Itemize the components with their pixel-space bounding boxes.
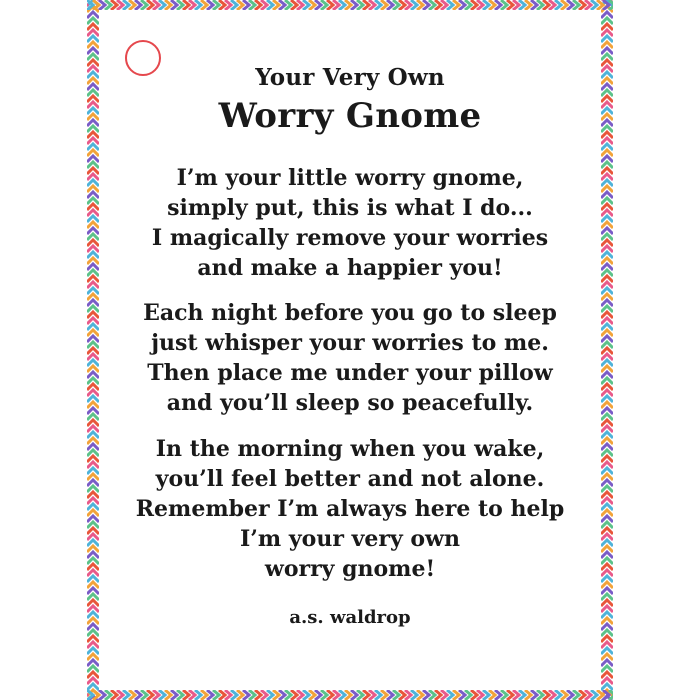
poem-stanza-1 (99, 163, 601, 283)
poem-line: Remember I’m always here to help (135, 496, 565, 522)
poem-author: a.s. waldrop (289, 607, 411, 628)
card-subtitle: Your Very Own (255, 64, 445, 91)
poem-stanza-3 (99, 434, 601, 584)
poem-line: In the morning when you wake, (155, 436, 545, 462)
poem-line: and you’ll sleep so peacefully. (166, 390, 534, 416)
poem-line: just whisper your worries to me. (151, 330, 549, 356)
poem-line: I’m your little worry gnome, (176, 165, 524, 191)
poem-line: I’m your very own (239, 526, 460, 552)
poem-line: and make a happier you! (197, 255, 503, 281)
gift-tag-card (87, 0, 613, 700)
poem-line: simply put, this is what I do... (167, 195, 533, 221)
card-title: Worry Gnome (218, 96, 482, 136)
bottom-chevron-border (87, 690, 613, 700)
left-chevron-border (87, 0, 99, 700)
poem-stanza-2 (99, 298, 601, 418)
poem-line: Each night before you go to sleep (143, 300, 557, 326)
top-chevron-border (87, 0, 613, 10)
poem-line: Then place me under your pillow (147, 360, 553, 386)
poem-line: you’ll feel better and not alone. (155, 466, 545, 492)
poem-line: I magically remove your worries (151, 225, 549, 251)
right-chevron-border (601, 0, 613, 700)
poem-line: worry gnome! (264, 556, 436, 582)
